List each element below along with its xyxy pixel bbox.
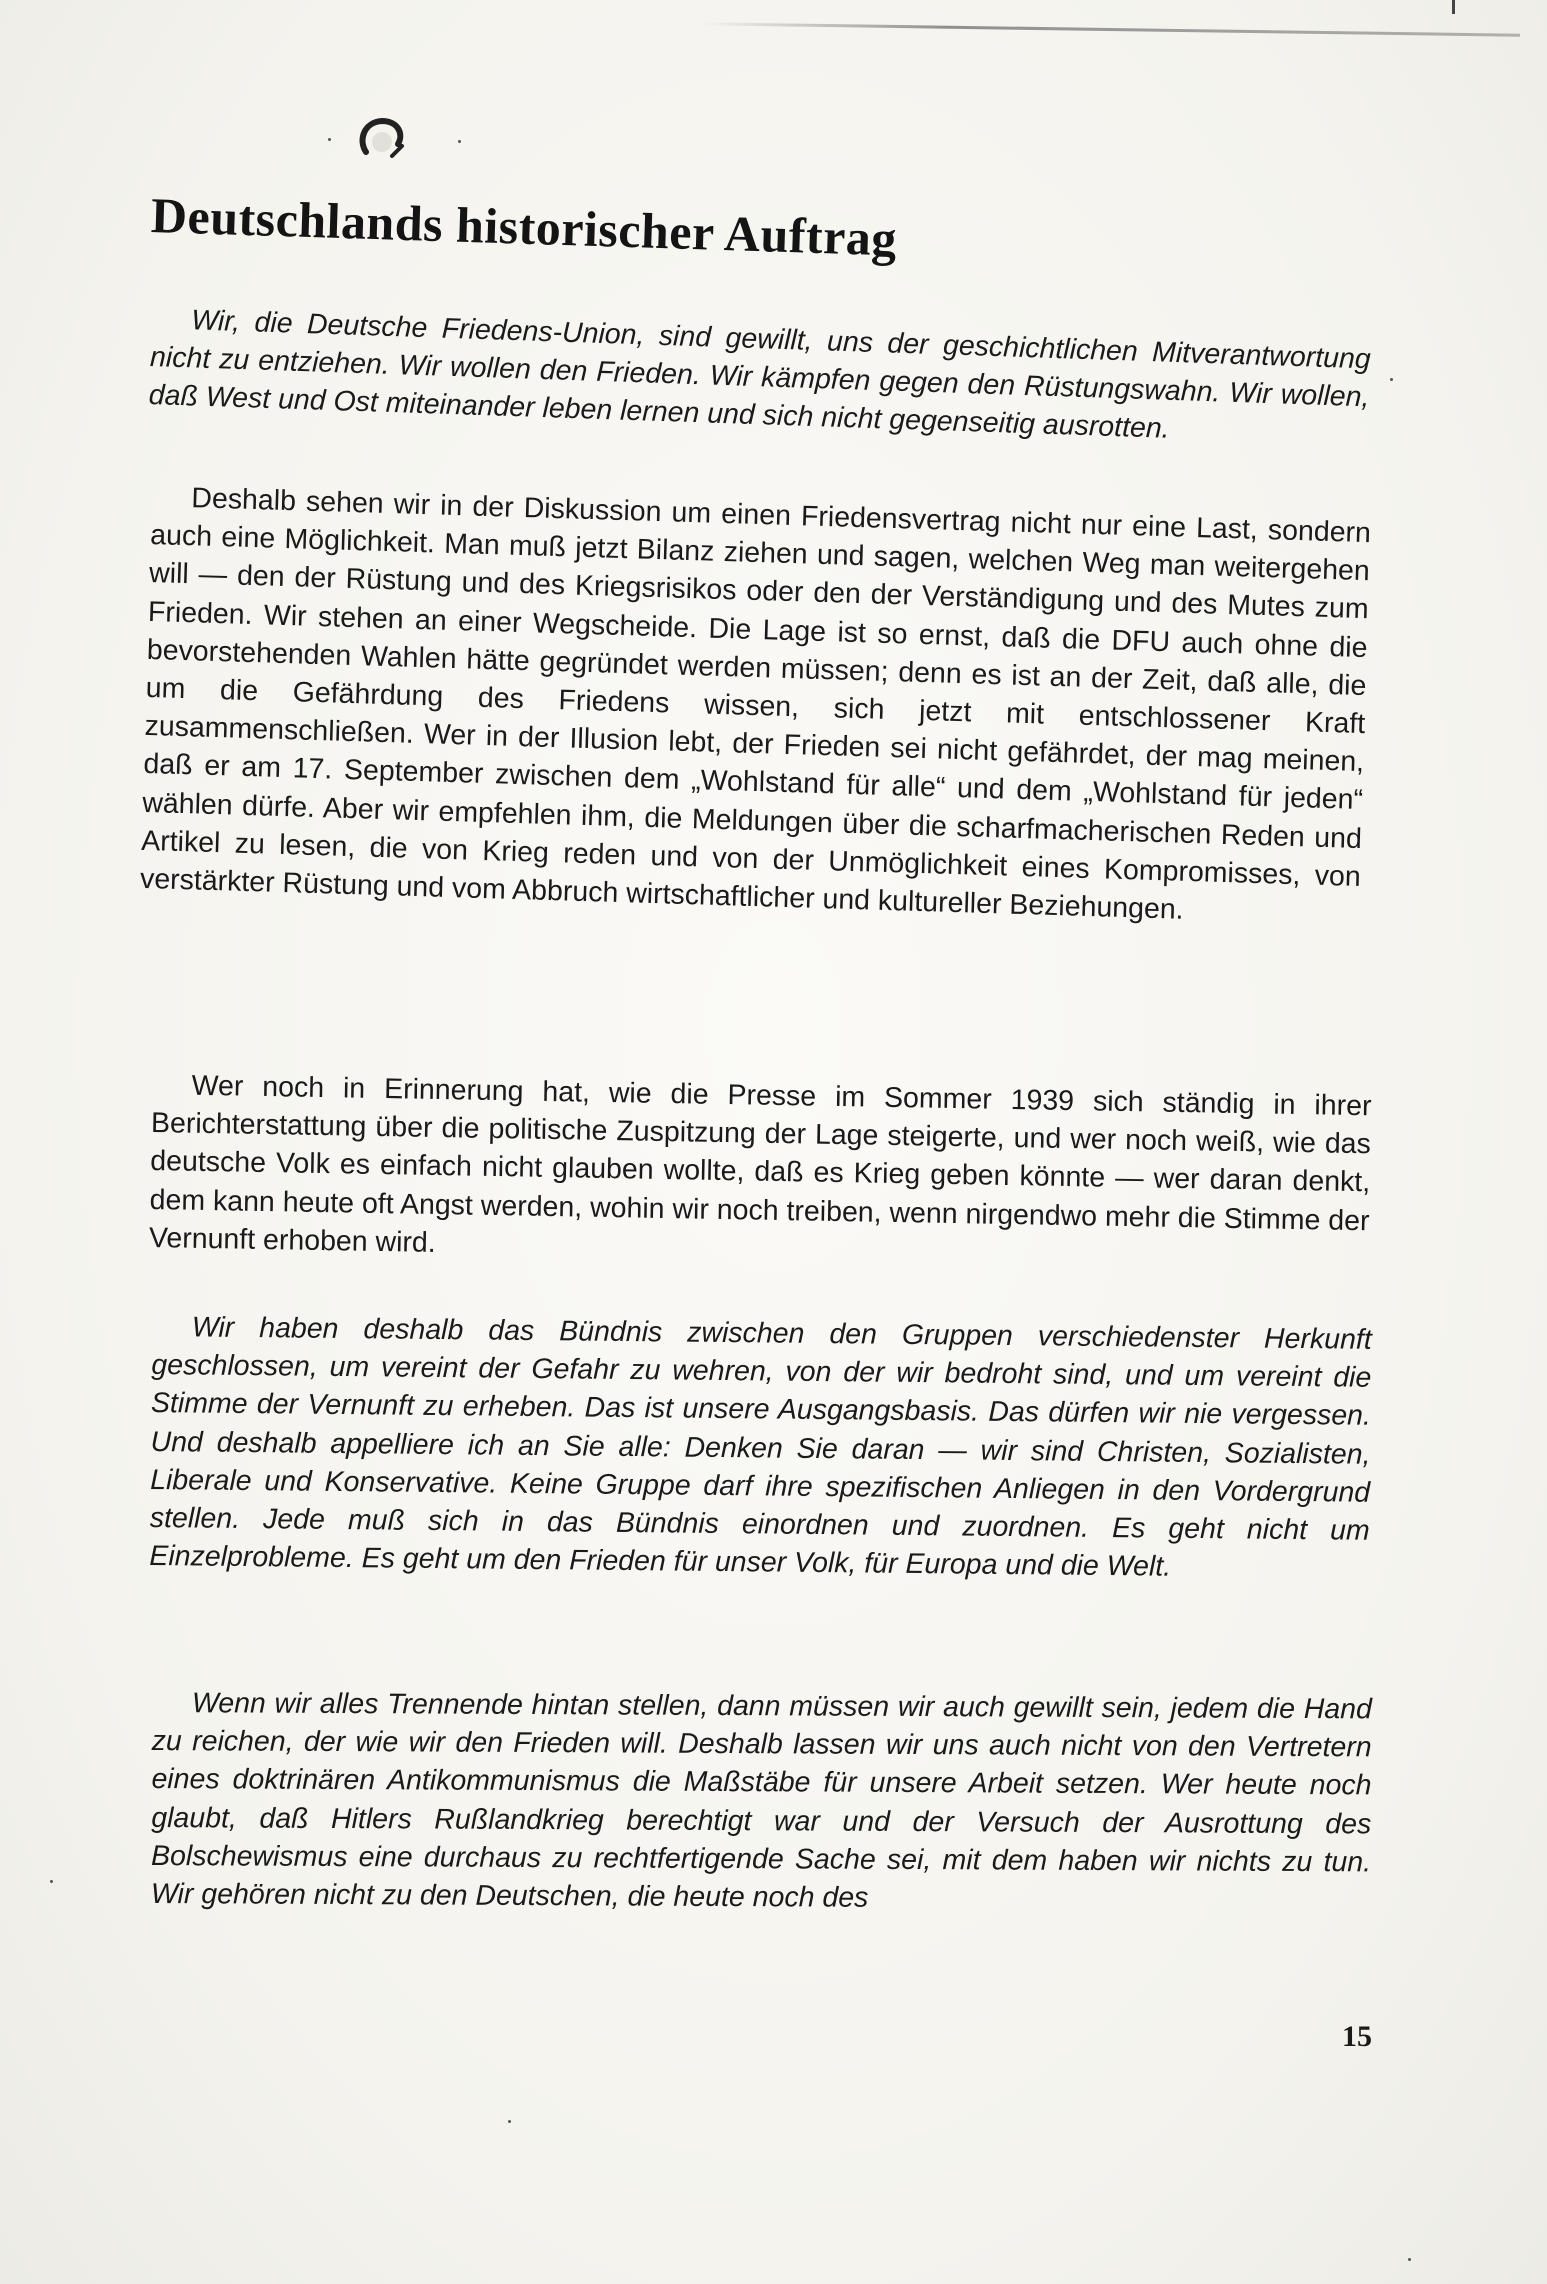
scan-edge-line <box>700 22 1520 36</box>
paragraph-3 <box>148 1066 1371 1292</box>
paragraph-4 <box>149 1308 1372 1602</box>
paragraph-5 <box>151 1684 1372 1934</box>
scan-speck <box>1408 2258 1411 2261</box>
scan-edge-mark <box>1452 0 1455 14</box>
punch-hole-mark-icon <box>352 112 412 172</box>
paragraph-text: Wir, die Deutsche Friedens-Union, sind gewillt, uns der geschichtlichen Mitverantwortung nicht zu entziehen. Wir wollen den Frieden. Wir kämpfen gegen den Rüstungswahn. Wir wollen, daß West und Ost miteinander leben lernen und sich nicht gegenseitig ausrotten. <box>148 304 1372 446</box>
paragraph-text: Wer noch in Erinnerung hat, wie die Presse im Sommer 1939 sich ständig in ihrer Berichterstattung über die politische Zuspitzung der Lage steigerte, und wer noch weiß, wie das deutsche Volk es einfach nicht glauben wollte, daß es Krieg geben könnte — wer daran denkt, dem kann heute oft Angst werden, wohin wir noch treiben, wenn nirgendwo mehr die Stimme der Vernunft erhoben wird. <box>148 1069 1372 1259</box>
scan-speck <box>1390 378 1393 381</box>
page-title: Deutschlands historischer Auftrag <box>150 186 898 267</box>
scan-speck <box>458 140 461 143</box>
paragraph-1 <box>148 300 1372 469</box>
scan-speck <box>328 138 331 141</box>
paragraph-text: Wenn wir alles Trennende hintan stellen, dann müssen wir auch gewillt sein, jedem die Hand zu reichen, der wie wir den Frieden will. Deshalb lassen wir uns auch nicht von den Vertretern eines doktrinären Antikommunismus die Maßstäbe für unsere Arbeit setzen. Wer heute noch glaubt, daß Hitlers Rußlandkrieg berechtigt war und der Versuch der Ausrottung des Bolschewismus eine durchaus zu rechtfertigende Sache sei, mit dem haben wir nichts zu tun. Wir gehören nicht zu den Deutschen, die heute noch des <box>150 1687 1372 1914</box>
scan-speck <box>50 1880 53 1883</box>
paragraph-text: Wir haben deshalb das Bündnis zwischen den Gruppen verschiedenster Herkunft geschlossen, um vereint der Gefahr zu wehren, von der wir bedroht sind, und um vereint die Stimme der Vernunft zu erheben. Das ist unsere Ausgangsbasis. Das dürfen wir nie vergessen. Und deshalb appelliere ich an Sie alle: Denken Sie daran — wir sind Christen, Sozialisten, Liberale und Konservative. Keine Gruppe darf ihre spezifischen Anliegen in den Vordergrund stellen. Jede muß sich in das Bündnis einordnen und zuordnen. Es geht nicht um Einzelprobleme. Es geht um den Frieden für unser Volk, für Europa und die Welt. <box>149 1311 1372 1583</box>
paragraph-text: Deshalb sehen wir in der Diskussion um einen Friedensvertrag nicht nur eine Last, sondern auch eine Möglichkeit. Man muß jetzt Bilanz ziehen und sagen, welchen Weg man weitergehen will — den der Rüstung und des Kriegsrisikos oder den der Verständigung und des Mutes zum Frieden. Wir stehen an einer Wegscheide. Die Lage ist so ernst, daß die DFU auch ohne die bevorstehenden Wahlen hätte gegründet werden müssen; denn es ist an der Zeit, daß alle, die um die Gefährdung des Friedens wissen, sich jetzt mit entschlossener Kraft zusammenschließen. Wer in der Illusion lebt, der Frieden sei nicht gefährdet, der mag meinen, daß er am 17. September zwischen dem „Wohlstand für alle“ und dem „Wohlstand für jeden“ wählen dürfe. Aber wir empfehlen ihm, die Meldungen über die scharfmacherischen Reden und Artikel zu lesen, die von Krieg reden und von der Unmöglichkeit eines Kompromisses, von verstärkter Rüstung und vom Abbruch wirtschaftlicher und kultureller Beziehungen. <box>139 482 1372 926</box>
scan-speck <box>508 2120 511 2123</box>
page-number: 15 <box>1342 2020 1372 2053</box>
paragraph-2 <box>139 478 1371 948</box>
